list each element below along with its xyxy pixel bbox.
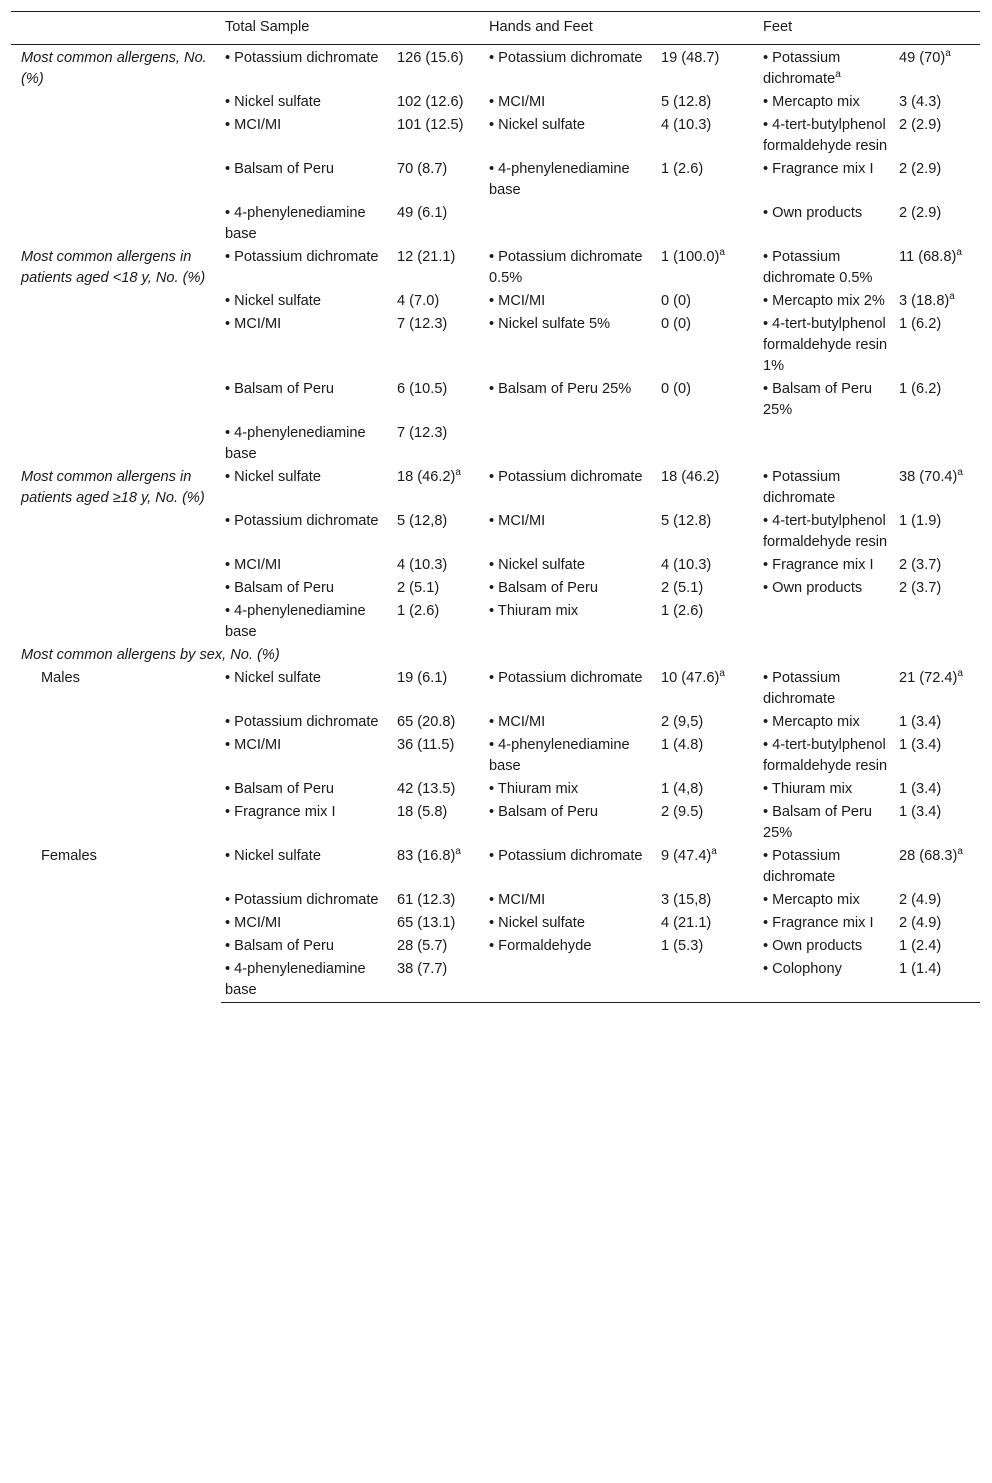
feet-allergen: • Mercapto mix 2% — [763, 293, 885, 309]
hands-feet-allergen: • Nickel sulfate — [489, 117, 585, 133]
total-sample-allergen: • Balsam of Peru — [225, 580, 334, 596]
total-sample-allergen: • Balsam of Peru — [225, 381, 334, 397]
feet-allergen: • Fragrance mix I — [763, 915, 874, 931]
hands-feet-allergen: • Potassium dichromate — [489, 469, 643, 485]
footnote-marker: a — [711, 846, 717, 858]
hands-feet-allergen: • 4-phenylenediamine base — [489, 737, 630, 774]
table-row — [11, 845, 980, 889]
hands-feet-allergen: • Balsam of Peru — [489, 580, 598, 596]
footnote-marker: a — [835, 69, 841, 81]
feet-value: 2 (2.9) — [899, 205, 942, 221]
total-sample-value: 7 (12.3) — [397, 316, 448, 332]
table-header-row — [11, 12, 980, 45]
feet-allergen: • Fragrance mix I — [763, 557, 874, 573]
feet-value: 1 (3.4) — [899, 714, 942, 730]
hands-feet-allergen: • MCI/MI — [489, 293, 546, 309]
feet-value: 3 (4.3) — [899, 94, 942, 110]
hands-feet-value: 18 (46.2) — [661, 469, 720, 485]
total-sample-value: 42 (13.5) — [397, 781, 456, 797]
total-sample-value: 6 (10.5) — [397, 381, 448, 397]
feet-value: 1 (1.4) — [895, 958, 980, 1003]
feet-value: 49 $(70)^a$ — [899, 48, 951, 66]
header-cell-hands-and-feet: Hands and Feet — [489, 19, 593, 35]
section-label-by-sex: Most common allergens by sex, No. (%) — [21, 647, 280, 663]
total-sample-allergen: • 4-phenylenediamine base — [225, 425, 366, 462]
hands-feet-value: 2 (9.5) — [661, 804, 704, 820]
feet-allergen: • 4-tert-butylphenol formaldehyde resin — [763, 737, 888, 774]
hands-feet-value: 5 (12.8) — [661, 513, 712, 529]
hands-feet-allergen: • Nickel sulfate 5% — [489, 316, 611, 332]
feet-value — [895, 422, 980, 466]
feet-allergen: • Potassium dichromate 0.5% — [763, 249, 873, 286]
total-sample-value: 18 (5.8) — [397, 804, 448, 820]
total-sample-allergen: • Potassium dichromate — [225, 50, 379, 66]
hands-feet-allergen: • Balsam of Peru 25% — [489, 381, 632, 397]
total-sample-allergen: • 4-phenylenediamine base — [225, 603, 366, 640]
total-sample-allergen: • Balsam of Peru — [225, 781, 334, 797]
hands-feet-value: 0 (0) — [661, 381, 692, 397]
footnote-marker: a — [719, 668, 725, 680]
feet-allergen: • Mercapto mix — [763, 94, 860, 110]
total-sample-allergen: • 4-phenylenediamine base — [221, 958, 393, 1003]
hands-feet-value: 1 (2.6) — [661, 161, 704, 177]
total-sample-value: 38 (7.7) — [393, 958, 485, 1003]
total-sample-value: 49 (6.1) — [397, 205, 448, 221]
total-sample-allergen: • Nickel sulfate — [225, 94, 321, 110]
feet-value: 1 (1.9) — [899, 513, 942, 529]
total-sample-allergen: • Potassium dichromate — [225, 249, 379, 265]
total-sample-value: 65 (20.8) — [397, 714, 456, 730]
feet-allergen: • Balsam of Peru 25% — [763, 381, 872, 418]
hands-feet-allergen: • Potassium dichromate 0.5% — [489, 249, 643, 286]
hands-feet-allergen: • MCI/MI — [489, 94, 546, 110]
header-cell-hands-and-feet-values — [657, 12, 759, 45]
feet-value: 21 $(72.4)^a$ — [899, 668, 963, 686]
feet-value: 3 $(18.8)^a$ — [899, 291, 955, 309]
feet-allergen: • Colophony — [759, 958, 895, 1003]
hands-feet-value — [657, 422, 759, 466]
feet-allergen: • Balsam of Peru 25% — [763, 804, 872, 841]
total-sample-allergen: • MCI/MI — [225, 737, 282, 753]
total-sample-value: 12 (21.1) — [397, 249, 456, 265]
hands-feet-allergen: • MCI/MI — [489, 513, 546, 529]
total-sample-allergen: • Nickel sulfate — [225, 848, 321, 864]
table-body — [11, 45, 980, 1003]
total-sample-value: 101 (12.5) — [397, 117, 464, 133]
hands-feet-value: 0 (0) — [661, 293, 692, 309]
hands-feet-value: 0 (0) — [661, 316, 692, 332]
hands-feet-value: 9 $(47.4)^a$ — [661, 846, 717, 864]
footnote-marker: a — [945, 48, 951, 60]
feet-allergen: • Own products — [763, 580, 863, 596]
total-sample-allergen: • Potassium dichromate — [225, 714, 379, 730]
total-sample-value: 65 (13.1) — [397, 915, 456, 931]
feet-value: 1 (3.4) — [899, 781, 942, 797]
total-sample-value: 83 $(16.8)^a$ — [397, 846, 461, 864]
feet-value: 1 (3.4) — [899, 804, 942, 820]
total-sample-allergen: • 4-phenylenediamine base — [225, 205, 366, 242]
feet-value: 1 (6.2) — [899, 381, 942, 397]
feet-allergen: • 4-tert-butylphenol formaldehyde resin — [763, 117, 888, 154]
feet-value: 2 (2.9) — [899, 161, 942, 177]
total-sample-value: 7 (12.3) — [397, 425, 448, 441]
hands-feet-allergen: • Thiuram mix — [489, 781, 579, 797]
total-sample-allergen: • MCI/MI — [225, 915, 282, 931]
feet-value: 1 (6.2) — [899, 316, 942, 332]
footnote-marker: a — [719, 247, 725, 259]
hands-feet-value: 1 (5.3) — [661, 938, 704, 954]
feet-allergen: • Mercapto mix — [763, 714, 860, 730]
hands-feet-allergen — [485, 958, 657, 1003]
hands-feet-value — [657, 202, 759, 246]
table-row — [11, 466, 980, 510]
feet-allergen: • Own products — [763, 205, 863, 221]
feet-value: 2 (3.7) — [899, 580, 942, 596]
hands-feet-value: 4 (21.1) — [661, 915, 712, 931]
total-sample-allergen: • Balsam of Peru — [225, 161, 334, 177]
feet-allergen: • Potassium dichromate — [763, 469, 841, 506]
feet-allergen: • Thiuram mix — [763, 781, 853, 797]
feet-allergen: • Own products — [763, 938, 863, 954]
hands-feet-value: 1 (4,8) — [661, 781, 704, 797]
header-cell-total-sample: Total Sample — [225, 19, 310, 35]
hands-feet-value: 2 (5.1) — [661, 580, 704, 596]
hands-feet-allergen: • Balsam of Peru — [489, 804, 598, 820]
total-sample-allergen: • Nickel sulfate — [225, 469, 321, 485]
total-sample-value: 5 (12,8) — [397, 513, 448, 529]
hands-feet-value: 1 $(100.0)^a$ — [661, 247, 725, 265]
hands-feet-allergen: • Thiuram mix — [489, 603, 579, 619]
footnote-marker: a — [957, 846, 963, 858]
total-sample-value: 70 (8.7) — [397, 161, 448, 177]
row-group-label: Most common allergens in patients aged ≥18 y, No. (%) — [21, 469, 205, 506]
row-group-label: Most common allergens in patients aged <18 y, No. (%) — [21, 249, 206, 286]
total-sample-allergen: • MCI/MI — [225, 316, 282, 332]
feet-value: 2 (4.9) — [899, 892, 942, 908]
footnote-marker: a — [455, 467, 461, 479]
hands-feet-allergen — [485, 422, 657, 466]
hands-feet-allergen: • Potassium dichromate — [489, 50, 643, 66]
footnote-marker: a — [949, 291, 955, 303]
allergen-table — [11, 11, 980, 1003]
total-sample-allergen: • MCI/MI — [225, 117, 282, 133]
total-sample-value: 28 (5.7) — [397, 938, 448, 954]
footnote-marker: a — [455, 846, 461, 858]
row-group-label: Females — [41, 848, 97, 864]
feet-value — [895, 600, 980, 644]
total-sample-value: 4 (10.3) — [397, 557, 448, 573]
footnote-marker: a — [957, 668, 963, 680]
total-sample-allergen: • Fragrance mix I — [225, 804, 336, 820]
feet-value: 2 (4.9) — [899, 915, 942, 931]
feet-value: 2 (3.7) — [899, 557, 942, 573]
hands-feet-allergen: • Nickel sulfate — [489, 557, 585, 573]
table-row — [11, 246, 980, 290]
total-sample-value: 1 (2.6) — [397, 603, 440, 619]
header-cell-feet: Feet — [763, 19, 793, 35]
hands-feet-value: 4 (10.3) — [661, 557, 712, 573]
feet-allergen — [759, 422, 895, 466]
total-sample-allergen: • Balsam of Peru — [225, 938, 334, 954]
feet-allergen: • 4-tert-butylphenol formaldehyde resin 1% — [763, 316, 888, 374]
hands-feet-value: 10 $(47.6)^a$ — [661, 668, 725, 686]
hands-feet-allergen: • MCI/MI — [489, 714, 546, 730]
footnote-marker: a — [956, 247, 962, 259]
total-sample-allergen: • Nickel sulfate — [225, 670, 321, 686]
table-row — [11, 667, 980, 711]
section-header-row — [11, 644, 980, 667]
row-group-label: Males — [41, 670, 80, 686]
hands-feet-allergen — [485, 202, 657, 246]
hands-feet-allergen: • Nickel sulfate — [489, 915, 585, 931]
total-sample-value: 61 (12.3) — [397, 892, 456, 908]
row-group-label: Most common allergens, No. (%) — [21, 50, 207, 87]
table-row — [11, 45, 980, 92]
header-cell-total-sample-values — [393, 12, 485, 45]
feet-allergen: • Potassium dichromate$^a$ — [763, 50, 841, 87]
hands-feet-value: 3 (15,8) — [661, 892, 712, 908]
total-sample-value: 19 (6.1) — [397, 670, 448, 686]
feet-value: 1 (2.4) — [899, 938, 942, 954]
total-sample-allergen: • Nickel sulfate — [225, 293, 321, 309]
hands-feet-value: 19 (48.7) — [661, 50, 720, 66]
allergen-table-container — [11, 11, 980, 1003]
feet-allergen — [759, 600, 895, 644]
hands-feet-value: 5 (12.8) — [661, 94, 712, 110]
feet-allergen: • 4-tert-butylphenol formaldehyde resin — [763, 513, 888, 550]
hands-feet-allergen: • Potassium dichromate — [489, 670, 643, 686]
feet-value: 2 (2.9) — [899, 117, 942, 133]
feet-allergen: • Potassium dichromate — [763, 848, 841, 885]
feet-allergen: • Potassium dichromate — [763, 670, 841, 707]
hands-feet-value — [657, 958, 759, 1003]
feet-value: 28 $(68.3)^a$ — [899, 846, 963, 864]
footnote-marker: a — [957, 467, 963, 479]
header-cell-feet-values — [895, 12, 980, 45]
hands-feet-value: 1 (4.8) — [661, 737, 704, 753]
feet-value: 11 $(68.8)^a$ — [899, 247, 962, 265]
hands-feet-value: 2 (9,5) — [661, 714, 704, 730]
hands-feet-value: 1 (2.6) — [661, 603, 704, 619]
hands-feet-allergen: • Formaldehyde — [489, 938, 592, 954]
header-cell-label — [11, 12, 221, 45]
total-sample-allergen: • Potassium dichromate — [225, 892, 379, 908]
total-sample-value: 36 (11.5) — [397, 737, 455, 753]
hands-feet-value: 4 (10.3) — [661, 117, 712, 133]
feet-allergen: • Mercapto mix — [763, 892, 860, 908]
total-sample-allergen: • Potassium dichromate — [225, 513, 379, 529]
feet-allergen: • Fragrance mix I — [763, 161, 874, 177]
total-sample-value: 102 (12.6) — [397, 94, 464, 110]
total-sample-value: 126 (15.6) — [397, 50, 464, 66]
feet-value: 1 (3.4) — [899, 737, 942, 753]
total-sample-value: 2 (5.1) — [397, 580, 440, 596]
total-sample-allergen: • MCI/MI — [225, 557, 282, 573]
hands-feet-allergen: • 4-phenylenediamine base — [489, 161, 630, 198]
hands-feet-allergen: • Potassium dichromate — [489, 848, 643, 864]
total-sample-value: 4 (7.0) — [397, 293, 440, 309]
feet-value: 38 $(70.4)^a$ — [899, 467, 963, 485]
hands-feet-allergen: • MCI/MI — [489, 892, 546, 908]
total-sample-value: 18 $(46.2)^a$ — [397, 467, 461, 485]
